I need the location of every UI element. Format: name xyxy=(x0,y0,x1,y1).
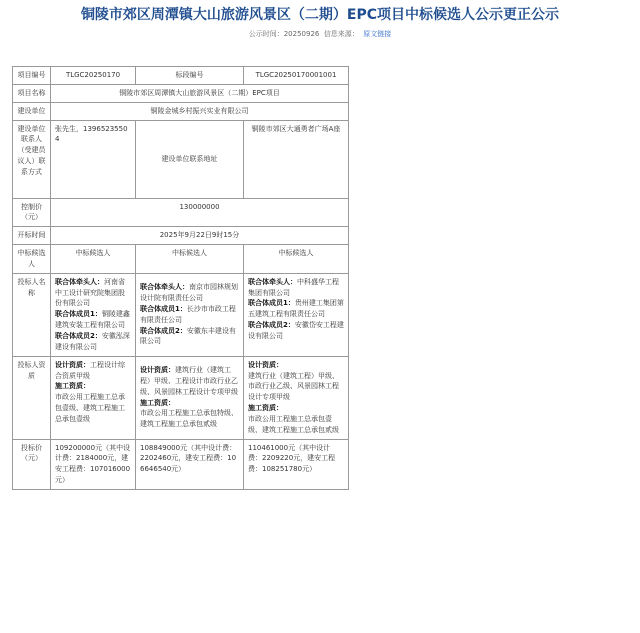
row-label: 投标人资质 xyxy=(13,356,51,439)
qual-cell: 设计资质：工程设计综合资质甲级 施工资质： 市政公用工程施工总承包壹级、建筑工程施工总承包壹级 xyxy=(51,356,136,439)
table-row xyxy=(13,439,349,489)
table-row xyxy=(13,198,349,227)
bidder-cell: 联合体牵头人：河南省中工设计研究院集团股份有限公司 联合体成员1：铜陵建鑫建筑安装工程有限公司 联合体成员2：安徽泓深建设有限公司 xyxy=(51,273,136,356)
source-link[interactable]: 原文链接 xyxy=(363,30,392,38)
bidder-cell: 联合体牵头人：中科盛华工程集团有限公司 联合体成员1：贵州建工集团第五建筑工程有限责任公司 联合体成员2：安徽岱安工程建设有限公司 xyxy=(244,273,349,356)
price-cell: 110461000元（其中设计费：2209220元，建安工程费：108251780元） xyxy=(244,439,349,489)
table-row xyxy=(13,227,349,245)
contact: 张先生，13965235504 xyxy=(51,120,136,198)
qual-cell: 设计资质： 建筑行业（建筑工程）甲级、市政行业乙级、风景园林工程设计专项甲级 施工资质： 市政公用工程施工总承包壹级、建筑工程施工总承包贰级 xyxy=(244,356,349,439)
row-label: 建设单位联系人（受建员议人）联系方式 xyxy=(13,120,51,198)
publish-date: 20250926 xyxy=(283,30,320,38)
project-no: TLGC20250170 xyxy=(51,67,136,85)
meta-line xyxy=(0,29,640,39)
table-row xyxy=(13,67,349,85)
price-cell: 109200000元（其中设计费：2184000元，建安工程费：107016000元） xyxy=(51,439,136,489)
row-label: 项目名称 xyxy=(13,84,51,102)
source-label: 信息来源： xyxy=(323,30,359,38)
section-no: TLGC20250170001001 xyxy=(244,67,349,85)
row-label: 建设单位联系地址 xyxy=(136,120,244,198)
qual-cell: 设计资质：建筑行业（建筑工程）甲级、工程设计市政行业乙级、风景园林工程设计专项甲级 施工资质： 市政公用工程施工总承包特级、建筑工程施工总承包贰级 xyxy=(136,356,244,439)
address: 铜陵市郊区大通勇者广场A座 xyxy=(244,120,349,198)
row-label: 投标人名称 xyxy=(13,273,51,356)
table-row xyxy=(13,273,349,356)
table-row xyxy=(13,120,349,198)
open-time: 2025年9月22日9时15分 xyxy=(51,227,349,245)
price-limit: 130000000 xyxy=(51,198,349,227)
row-label: 建设单位 xyxy=(13,102,51,120)
project-name: 铜陵市郊区周潭镇大山旅游风景区（二期）EPC项目 xyxy=(51,84,349,102)
row-label: 项目编号 xyxy=(13,67,51,85)
table-row xyxy=(13,356,349,439)
date-label: 公示时间： xyxy=(248,30,284,38)
candidate-header: 中标候选人 xyxy=(136,245,244,274)
candidate-header: 中标候选人 xyxy=(244,245,349,274)
row-label: 投标价（元） xyxy=(13,439,51,489)
row-label: 标段编号 xyxy=(136,67,244,85)
bid-table xyxy=(12,66,349,490)
builder: 铜陵金城乡村振兴实业有限公司 xyxy=(51,102,349,120)
candidate-header: 中标候选人 xyxy=(51,245,136,274)
row-label: 开标时间 xyxy=(13,227,51,245)
page-title: 铜陵市郊区周潭镇大山旅游风景区（二期）EPC项目中标候选人公示更正公示 xyxy=(80,7,560,23)
table-row xyxy=(13,102,349,120)
table-row xyxy=(13,245,349,274)
table-row xyxy=(13,84,349,102)
row-label: 中标候选人 xyxy=(13,245,51,274)
bidder-cell: 联合体牵头人：南京市园林规划设计院有限责任公司 联合体成员1：长沙市市政工程有限责任公司 联合体成员2：安徽东丰建设有限公司 xyxy=(136,273,244,356)
price-cell: 108849000元（其中设计费：2202460元，建安工程费：106646540元） xyxy=(136,439,244,489)
row-label: 控制价（元） xyxy=(13,198,51,227)
